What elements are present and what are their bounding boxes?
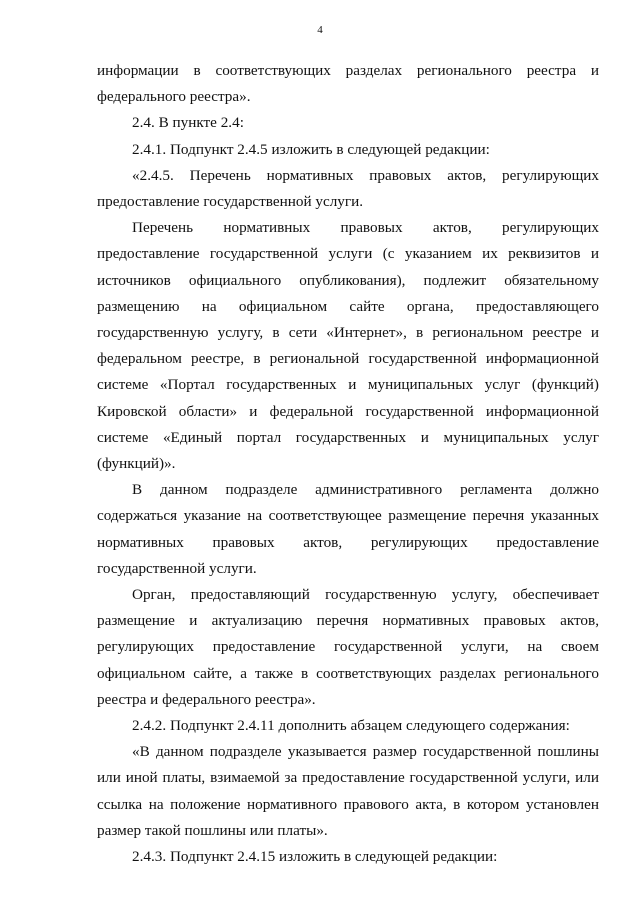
paragraph xyxy=(97,713,599,739)
text-line: ссылка на положение нормативного правового акта, в котором установлен xyxy=(97,795,599,813)
paragraph xyxy=(97,163,599,215)
text-line: источников официального опубликования), подлежит обязательному xyxy=(97,271,599,289)
text-line: государственной услуги. xyxy=(97,559,257,577)
paragraph xyxy=(97,582,599,713)
text-line: размещению на официальном сайте органа, предоставляющего xyxy=(97,297,599,315)
text-line: 2.4.2. Подпункт 2.4.11 дополнить абзацем следующего содержания: xyxy=(132,717,570,735)
text-line: федерального реестра». xyxy=(97,88,251,106)
paragraph xyxy=(97,477,599,582)
text-line: размещение и актуализацию перечня нормативных правовых актов, xyxy=(97,612,599,630)
text-line: содержаться указание на соответствующее размещение перечня указанных xyxy=(97,507,599,525)
text-line: системе «Единый портал государственных и муниципальных услуг xyxy=(97,428,599,446)
text-line: информации в соответствующих разделах регионального реестра и xyxy=(97,62,599,79)
text-line: системе «Портал государственных и муниципальных услуг (функций) xyxy=(97,376,599,394)
text-line: федеральном реестре, в региональной государственной информационной xyxy=(97,350,599,368)
text-line: предоставление государственной услуги (с указанием их реквизитов и xyxy=(97,245,599,263)
text-line: реестра и федерального реестра». xyxy=(97,690,316,708)
text-line: 2.4. В пункте 2.4: xyxy=(132,114,244,132)
paragraph xyxy=(97,844,599,870)
paragraph xyxy=(97,110,599,136)
text-line: официальном сайте, а также в соответствующих разделах регионального xyxy=(97,664,599,682)
text-line: предоставление государственной услуги. xyxy=(97,193,364,211)
text-line: В данном подразделе административного регламента должно xyxy=(132,481,599,499)
text-line: Перечень нормативных правовых актов, регулирующих xyxy=(132,219,599,237)
document-body xyxy=(97,58,599,870)
paragraph xyxy=(97,739,599,844)
text-line: или иной платы, взимаемой за предоставление государственной услуги, или xyxy=(97,769,599,787)
paragraph xyxy=(97,215,599,477)
page-number: 4 xyxy=(317,24,323,36)
text-line: Орган, предоставляющий государственную услугу, обеспечивает xyxy=(132,586,599,604)
paragraph xyxy=(97,137,599,163)
text-line: 2.4.3. Подпункт 2.4.15 изложить в следующей редакции: xyxy=(132,848,498,866)
text-line: 2.4.1. Подпункт 2.4.5 изложить в следующей редакции: xyxy=(132,140,490,158)
text-line: «2.4.5. Перечень нормативных правовых актов, регулирующих xyxy=(132,166,599,184)
text-line: государственную услугу, в сети «Интернет», в региональном реестре и xyxy=(97,324,599,342)
text-line: размер такой пошлины или платы». xyxy=(97,821,328,839)
text-line: «В данном подразделе указывается размер государственной пошлины xyxy=(132,743,599,761)
paragraph xyxy=(97,58,599,110)
text-line: нормативных правовых актов, регулирующих предоставление xyxy=(97,533,599,551)
text-line: (функций)». xyxy=(97,455,176,473)
text-line: регулирующих предоставление государственной услуги, на своем xyxy=(97,638,599,656)
text-line: Кировской области» и федеральной государственной информационной xyxy=(97,402,599,420)
